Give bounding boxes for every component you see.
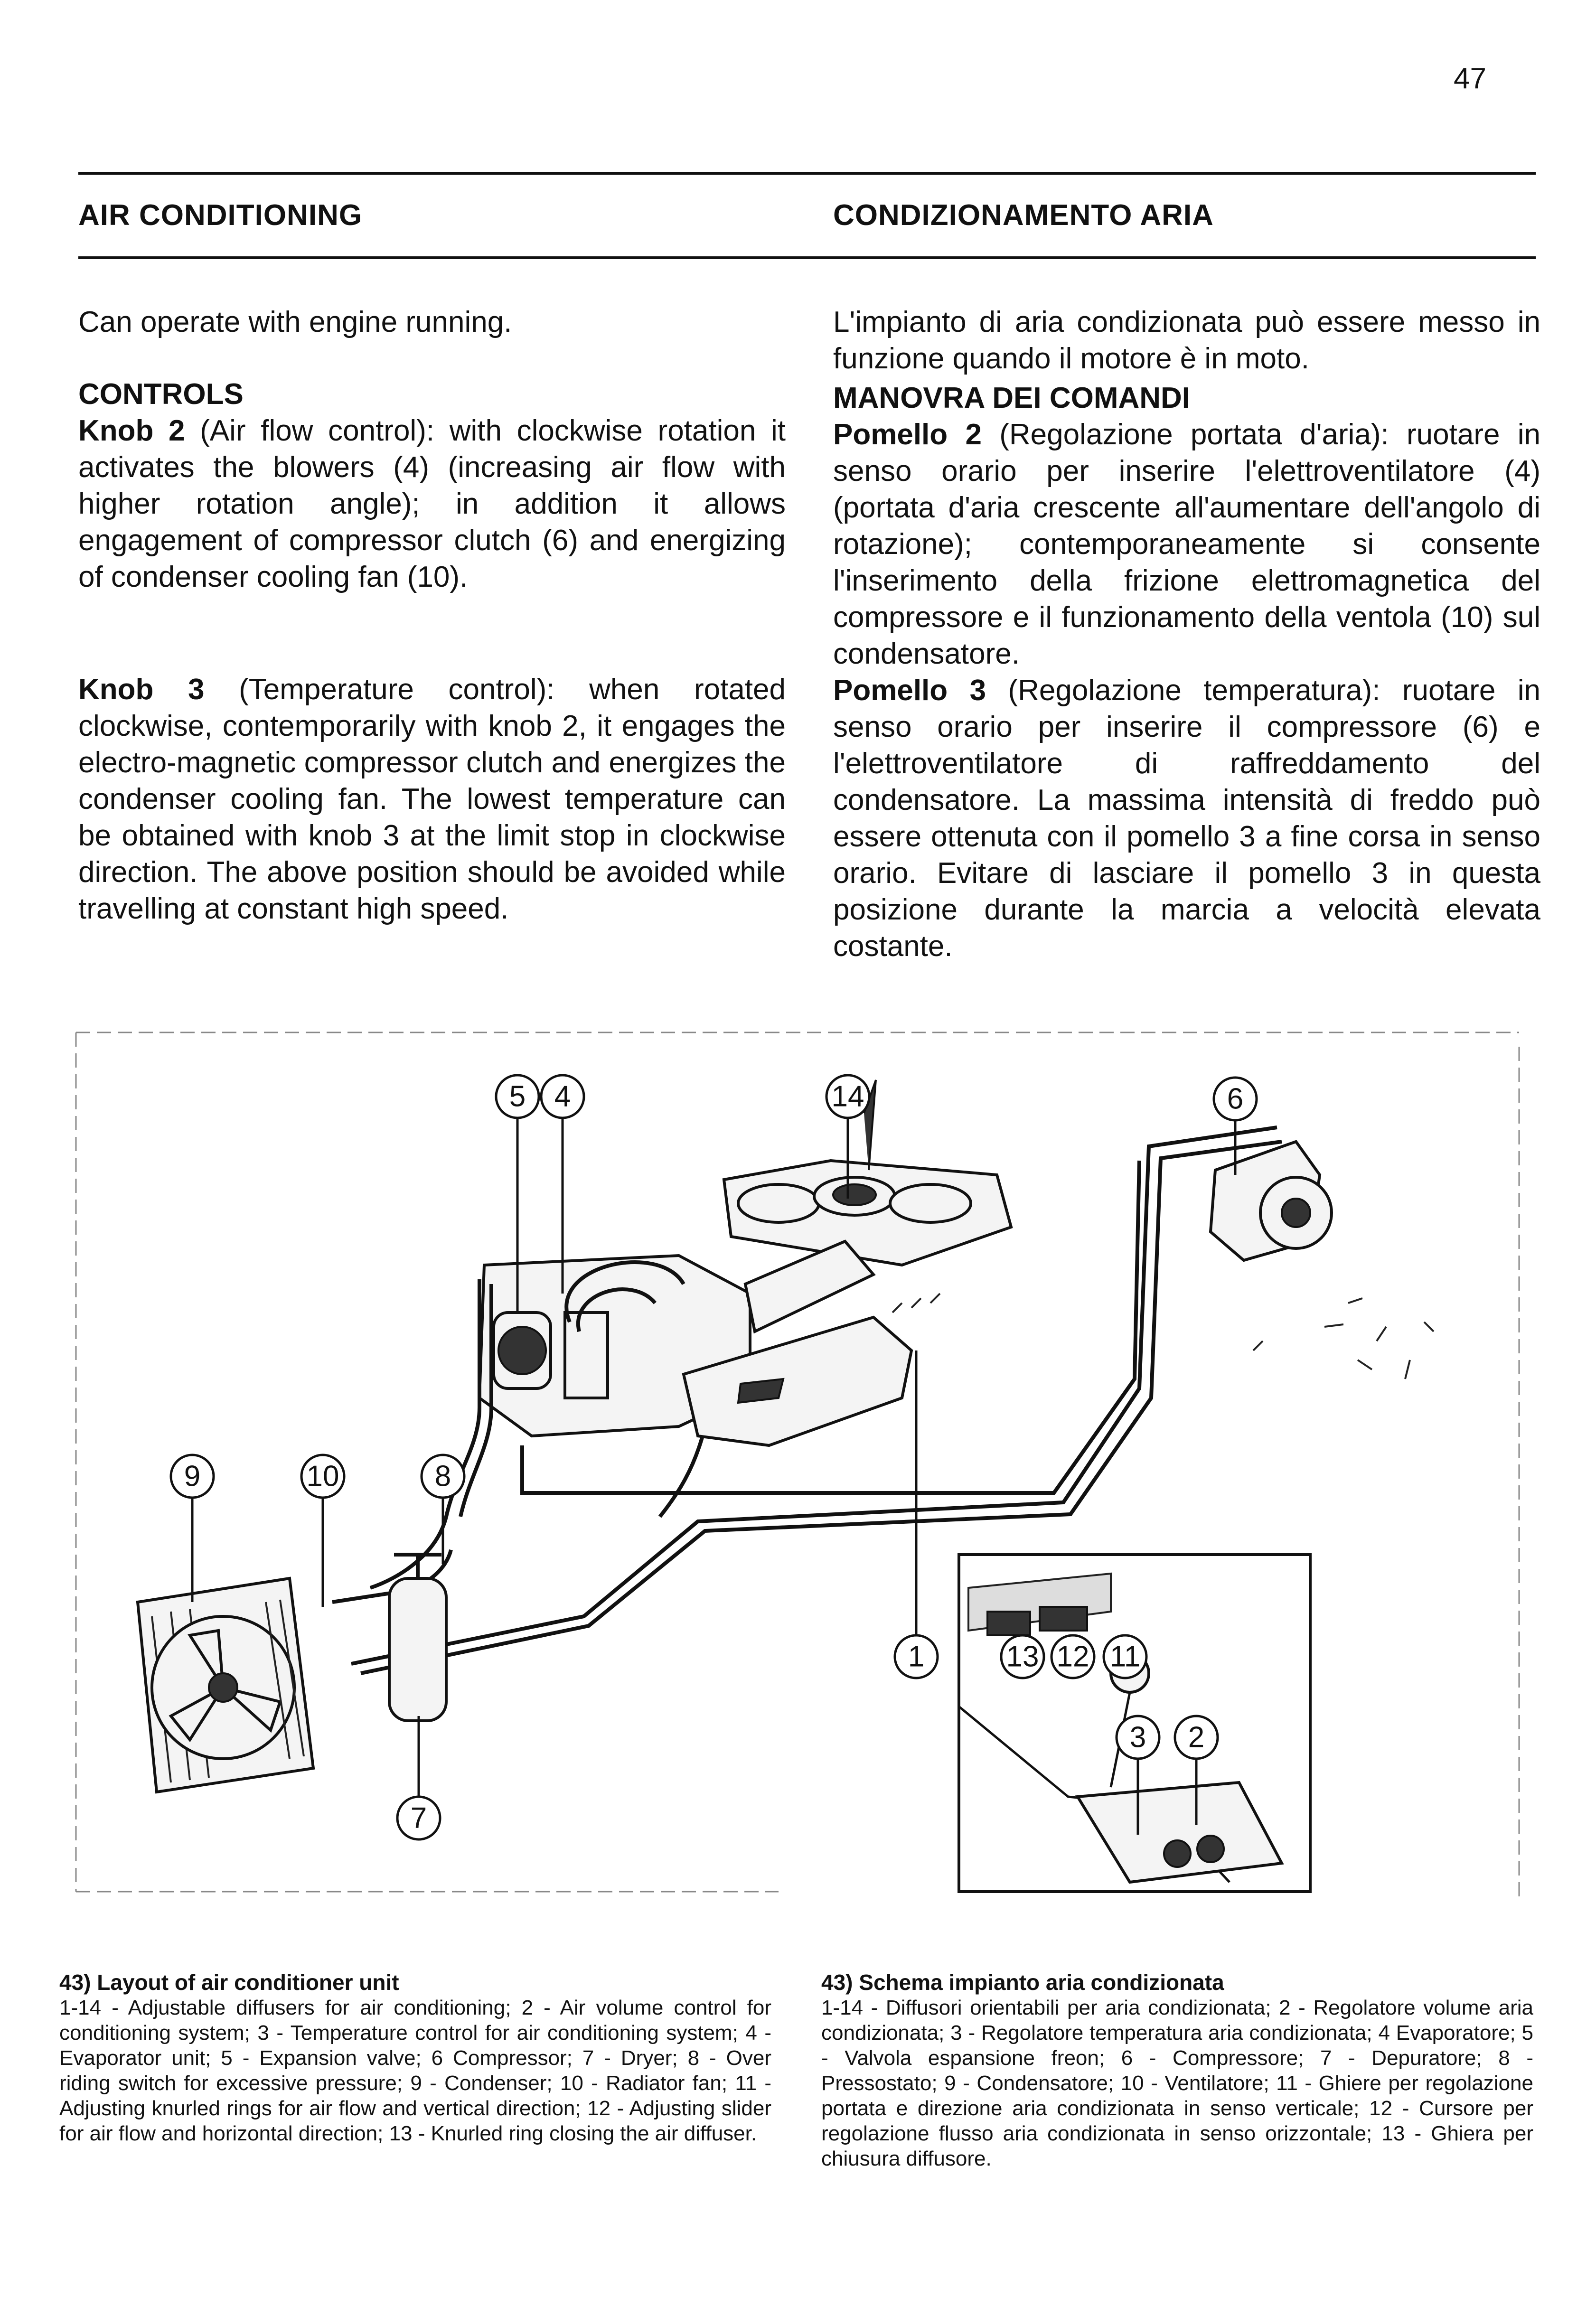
- caption-english-text: 1-14 - Adjustable diffusers for air conditioning; 2 - Air volume control for conditioning system; 3 - Temperature control for air conditioning system; 4 - Evaporator unit; 5 - Expansion valve; 6 Compressor; 7 - Dryer; 8 - Over riding switch for excessive pressure; 9 - Condenser; 10 - Radiator fan; 11 - Adjusting knurled rings for air flow and vertical direction; 12 - Adjusting slider for air flow and horizontal direction; 13 - Knurled ring closing the air diffuser.: [59, 1996, 771, 2145]
- italian-knob3-text: (Regolazione temperatura): ruotare in senso orario per inserire il compressore (6) e l'elettroventilatore di raffreddamento del condensatore. La massima intensità di freddo può essere ottenuta con il pomello 3 a fine corsa in senso orario. Evitare di lasciare il pomello 3 in questa posizione durante la marcia a velocità elevata costante.: [833, 674, 1540, 963]
- svg-text:5: 5: [509, 1080, 526, 1113]
- svg-text:3: 3: [1129, 1721, 1146, 1754]
- diffuser-duct: [724, 1080, 1011, 1265]
- english-column: [78, 304, 786, 927]
- english-intro: Can operate with engine running.: [78, 306, 512, 338]
- callout-3: [1117, 1716, 1159, 1759]
- svg-text:13: 13: [1006, 1640, 1039, 1673]
- english-controls-heading: CONTROLS: [78, 378, 244, 411]
- caption-english: [59, 1970, 771, 2146]
- english-knob3-paragraph: [78, 671, 786, 927]
- dryer: [389, 1555, 446, 1721]
- callout-5: [496, 1075, 539, 1118]
- callout-10: [301, 1455, 344, 1498]
- english-knob2-label: Knob 2: [78, 414, 185, 447]
- caption-italian-title: 43) Schema impianto aria condizionata: [821, 1970, 1224, 1995]
- caption-english-title: 43) Layout of air conditioner unit: [59, 1970, 399, 1995]
- svg-text:10: 10: [306, 1460, 339, 1493]
- caption-italian: [821, 1970, 1533, 2171]
- english-knob2-text: (Air flow control): with clockwise rotation it activates the blowers (4) (increasing air flow with higher rotation angle); in addition it allows engagement of compressor clutch (6) and energizing of condenser cooling fan (10).: [78, 414, 786, 593]
- english-knob3-text: (Temperature control): when rotated clockwise, contemporarily with knob 2, it engages the electro-magnetic compressor clutch and energizes the condenser cooling fan. The lowest temperature can be obtained with knob 3 at the limit stop in clockwise direction. The above position should be avoided while travelling at constant high speed.: [78, 673, 786, 925]
- english-knob2-paragraph: [78, 413, 786, 595]
- callout-2: [1175, 1716, 1218, 1759]
- italian-controls-heading: MANOVRA DEI COMANDI: [833, 382, 1191, 414]
- italian-knob2-paragraph: [833, 416, 1540, 672]
- callout-4: [541, 1075, 584, 1118]
- english-knob3-label: Knob 3: [78, 673, 205, 706]
- callout-7: [397, 1797, 440, 1839]
- svg-text:1: 1: [908, 1640, 925, 1673]
- evaporator-unit: [479, 1241, 940, 1445]
- callout-8: [422, 1455, 464, 1498]
- svg-text:8: 8: [434, 1460, 451, 1493]
- header-bottom-rule: [78, 256, 1536, 259]
- italian-intro: L'impianto di aria condizionata può essere messo in funzione quando il motore è in moto.: [833, 306, 1540, 375]
- callout-6: [1214, 1078, 1257, 1120]
- svg-text:6: 6: [1227, 1082, 1244, 1116]
- callout-12: [1051, 1635, 1094, 1678]
- italian-knob3-label: Pomello 3: [833, 674, 986, 707]
- callout-14: [826, 1075, 869, 1118]
- svg-text:14: 14: [831, 1080, 864, 1113]
- italian-knob3-paragraph: [833, 672, 1540, 965]
- callout-13: [1001, 1635, 1044, 1678]
- svg-text:2: 2: [1188, 1721, 1205, 1754]
- section-title-italian: CONDIZIONAMENTO ARIA: [833, 199, 1214, 232]
- svg-text:7: 7: [410, 1801, 427, 1835]
- svg-text:12: 12: [1056, 1640, 1089, 1673]
- page-number: 47: [1454, 62, 1486, 95]
- italian-knob2-text: (Regolazione portata d'aria): ruotare in senso orario per inserire l'elettroventilatore (4) (portata d'aria crescente all'aumentare dell'angolo di rotazione); contemporaneamente si consente l'inserimento della frizione elettromagnetica del compressore e il funzionamento della ventola (10) sul condensatore.: [833, 418, 1541, 670]
- air-conditioner-layout-diagram: [66, 1018, 1529, 1968]
- header-top-rule: [78, 172, 1536, 175]
- condenser-and-fan: [138, 1578, 313, 1792]
- section-title-english: AIR CONDITIONING: [78, 199, 363, 232]
- caption-italian-text: 1-14 - Diffusori orientabili per aria condizionata; 2 - Regolatore volume aria condizionata; 3 - Regolatore temperatura aria condizionata; 4 Evaporatore; 5 - Valvola espansione freon; 6 - Compressore; 7 - Depuratore; 8 - Pressostato; 9 - Condensatore; 10 - Ventilatore; 11 - Ghiere per regolazione portata e direzione aria condizionata in senso verticale; 12 - Cursore per regolazione flusso aria condizionata in senso orizzontale; 13 - Ghiera per chiusura diffusore.: [821, 1996, 1533, 2170]
- svg-text:4: 4: [554, 1080, 571, 1113]
- italian-knob2-label: Pomello 2: [833, 418, 982, 451]
- svg-text:11: 11: [1109, 1640, 1141, 1673]
- callout-9: [171, 1455, 214, 1498]
- callout-11: [1104, 1635, 1146, 1678]
- callout-1: [895, 1635, 938, 1678]
- italian-column: [833, 304, 1540, 965]
- compressor: [1211, 1142, 1434, 1379]
- svg-text:9: 9: [184, 1460, 201, 1493]
